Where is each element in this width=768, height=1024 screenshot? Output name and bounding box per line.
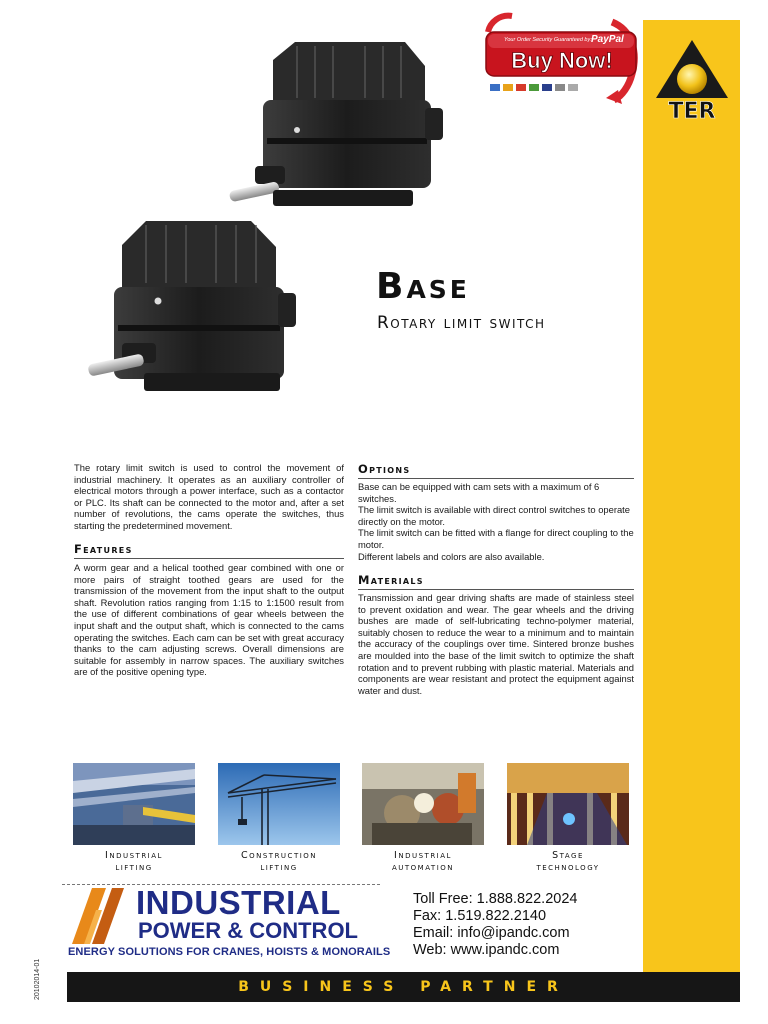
features-paragraph: A worm gear and a helical toothed gear combined with one or more pairs of straight toothed gears are used for the transmission of the movement from the input shaft to the output shaft. Revolution ratios ranging from 1:15 to 1:1500 result from the use of different combinations of gear wheels between the input shaft and the output shaft, which is connected to the cams operating the switches. Each cam can be set with great accuracy thanks to the cam adjusting screws. Overall dimensions are suitable for assembly in narrow spaces. The auxiliary switches are of the positive opening type. [74, 562, 344, 678]
product-image-bottom [86, 215, 304, 395]
page-title: Base [376, 266, 470, 307]
features-heading: Features [74, 542, 344, 559]
buy-now-label: Buy Now! [511, 48, 613, 73]
document-code: 20102014-01 [34, 958, 41, 1000]
security-text: Your Order Security Guaranteed by: [504, 37, 592, 43]
materials-paragraph: Transmission and gear driving shafts are made of stainless steel to prevent oxidation and wear. The gear wheels and the driving bushes are made of self-lubricating techno-polymer material, suitably chosen to reduce the wear to a minimum and to maintain the accuracy of the couplings over time. Sintered bronze bushes are moulded into the base of the limit switch to optimize the shaft rotation and to prevent rubbing with plastic material. Materials and components are wear resistant and protect the equipment against water and dust. [358, 592, 634, 696]
photo-industrial-automation [362, 763, 484, 845]
toll-free-number: Toll Free: 1.888.822.2024 [413, 891, 578, 907]
options-heading: Options [358, 462, 634, 479]
caption-industrial-lifting: Industrial lifting [105, 850, 163, 873]
email-link[interactable]: Email: info@ipandc.com [413, 925, 570, 941]
options-line: The limit switch is available with direct control switches to operate directly on the motor. [358, 504, 630, 527]
options-line: Different labels and colors are also available. [358, 550, 545, 562]
caption-industrial-automation: Industrial automation [391, 850, 455, 873]
ter-logo [652, 38, 732, 122]
paypal-text: PayPal [591, 34, 624, 45]
ter-logo-text: TER [668, 99, 716, 122]
brand-yellow-band [643, 20, 740, 972]
ipc-logo-mark [66, 888, 136, 944]
card-icons [490, 84, 578, 91]
options-line: The limit switch can be fitted with a flange for direct coupling to the motor. [358, 527, 634, 550]
company-tagline: ENERGY SOLUTIONS FOR CRANES, HOISTS & MONORAILS [68, 946, 391, 958]
company-name-line2: POWER & CONTROL [138, 918, 358, 943]
photo-industrial-lifting [73, 763, 195, 845]
buy-now-button[interactable] [482, 12, 640, 104]
options-list [358, 481, 634, 562]
company-name-line1: INDUSTRIAL [136, 884, 341, 921]
caption-stage-technology: Stage technology [536, 850, 600, 873]
intro-paragraph: The rotary limit switch is used to control the movement of industrial machinery. It operates as an auxiliary controller of electrical motors through a power interface, such as a contactor or PLC. Its shaft can be connected to the motor and, after a set number of revolutions, the cams operate the switches, thus starting the predetermined movement. [74, 462, 344, 531]
options-line: Base can be equipped with cam sets with a maximum of 6 switches. [358, 481, 600, 504]
web-link[interactable]: Web: www.ipandc.com [413, 942, 560, 958]
fax-number: Fax: 1.519.822.2140 [413, 908, 547, 924]
caption-construction-lifting: Construction lifting [240, 850, 318, 873]
photo-stage-technology [507, 763, 629, 845]
business-partner-label: BUSINESS PARTNER [238, 979, 569, 995]
photo-construction-lifting [218, 763, 340, 845]
materials-heading: Materials [358, 573, 634, 590]
product-image-top [225, 38, 450, 213]
page-subtitle: Rotary limit switch [377, 313, 546, 333]
